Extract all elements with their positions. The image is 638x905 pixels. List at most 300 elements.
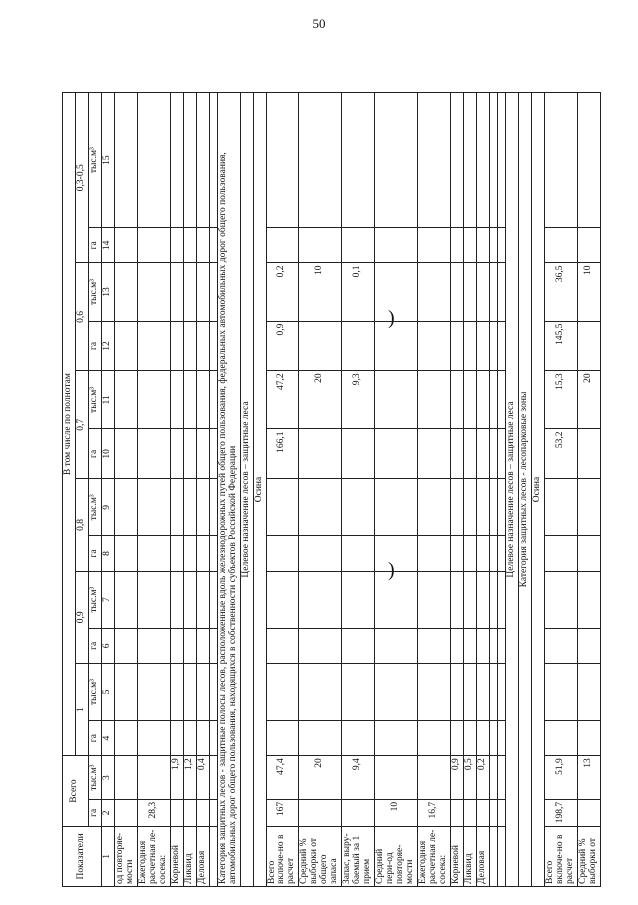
table-cell-empty <box>577 429 600 479</box>
table-row <box>418 93 451 887</box>
table-cell-empty <box>489 263 497 321</box>
header-indicator: Показатели <box>63 826 102 886</box>
table-cell-empty <box>418 721 451 756</box>
table-cell-empty <box>209 628 217 663</box>
table-cell-empty <box>342 799 375 826</box>
table-cell-empty <box>170 371 183 429</box>
table-cell-empty <box>450 663 463 720</box>
table-cell-empty <box>544 721 577 756</box>
table-cell-empty <box>183 628 196 663</box>
table-cell-empty <box>418 536 451 571</box>
table-cell-empty <box>114 628 137 663</box>
table-cell: 1,2 <box>183 756 196 800</box>
table-cell-empty <box>544 93 577 228</box>
table-cell-empty <box>170 663 183 720</box>
table-row <box>196 93 209 887</box>
row-label: Средний пери-од повторяе-мости <box>375 826 418 886</box>
table-cell-empty <box>497 536 505 571</box>
table-cell-empty <box>418 756 451 800</box>
table-cell: 51,9 <box>544 756 577 800</box>
table-cell-empty <box>577 663 600 720</box>
section-species: Осина <box>253 93 266 887</box>
table-cell-empty <box>375 228 418 263</box>
header-col-number: 2 <box>101 799 114 826</box>
header-col-number: 11 <box>101 371 114 429</box>
table-row <box>240 93 253 887</box>
table-cell-empty <box>266 571 299 628</box>
table-cell-empty <box>137 228 170 263</box>
table-cell: 0,4 <box>196 756 209 800</box>
table-cell-empty <box>375 321 418 371</box>
row-label: Всего включе-но в расчет <box>266 826 299 886</box>
row-label: Средний % выборки от <box>577 826 600 886</box>
table-cell: 47,4 <box>266 756 299 800</box>
table-cell-empty <box>418 571 451 628</box>
table-cell-empty <box>209 756 217 800</box>
table-cell: 0,2 <box>266 263 299 321</box>
section-purpose: Целевое назначение лесов – защитные леса <box>505 93 518 887</box>
table-cell-empty <box>342 628 375 663</box>
table-cell-empty <box>196 321 209 371</box>
table-cell: 1,9 <box>170 756 183 800</box>
table-cell-empty <box>450 263 463 321</box>
table-cell-empty <box>183 263 196 321</box>
table-cell-empty <box>418 371 451 429</box>
header-total: Всего <box>63 756 89 827</box>
table-cell-empty <box>489 663 497 720</box>
table-cell-empty <box>183 371 196 429</box>
table-cell-empty <box>299 536 342 571</box>
table-cell-empty <box>170 721 183 756</box>
table-cell-empty <box>375 479 418 536</box>
table-cell-empty <box>476 799 489 826</box>
table-cell-empty <box>114 321 137 371</box>
table-cell-empty <box>266 721 299 756</box>
table-cell-empty <box>209 263 217 321</box>
table-cell-empty <box>375 571 418 628</box>
table-row <box>253 93 266 887</box>
table-row <box>489 93 497 887</box>
table-cell-empty <box>375 536 418 571</box>
header-thous-m3: тыс.м³ <box>88 756 101 800</box>
table-cell-empty <box>476 321 489 371</box>
table-cell: 0,1 <box>342 263 375 321</box>
table-cell-empty <box>489 826 497 886</box>
table-cell-empty <box>463 721 476 756</box>
table-cell-empty <box>170 321 183 371</box>
table-cell: 13 <box>577 756 600 800</box>
table-cell-empty <box>137 756 170 800</box>
table-cell-empty <box>450 799 463 826</box>
table-cell-empty <box>137 93 170 228</box>
header-col-number: 13 <box>101 263 114 321</box>
table-cell-empty <box>183 429 196 479</box>
table-cell-empty <box>450 321 463 371</box>
table-cell-empty <box>342 536 375 571</box>
row-label: од повторяе-мости <box>114 826 137 886</box>
table-row <box>209 93 217 887</box>
table-cell-empty <box>209 536 217 571</box>
table-row <box>170 93 183 887</box>
table-cell: 145,5 <box>544 321 577 371</box>
table-cell-empty <box>418 479 451 536</box>
table-cell-empty <box>183 321 196 371</box>
table-cell-empty <box>577 721 600 756</box>
table-cell-empty <box>114 756 137 800</box>
table-cell-empty <box>450 536 463 571</box>
table-cell-empty <box>544 536 577 571</box>
header-col-number: 4 <box>101 721 114 756</box>
table-cell-empty <box>266 93 299 228</box>
table-cell: 20 <box>299 371 342 429</box>
table-row <box>375 93 418 887</box>
table-row <box>531 93 544 887</box>
table-cell-empty <box>450 429 463 479</box>
table-cell-empty <box>544 663 577 720</box>
table-cell-empty <box>375 721 418 756</box>
table-cell-empty <box>544 228 577 263</box>
table-cell-empty <box>170 479 183 536</box>
section-category: Категория защитных лесов - защитные полосы лесов, расположенные вдоль железнодорожных путей общего пользования, федеральных автомобильных дорог общего пользования, автомобильных дорог общего пользования, находящихся в собственности субъектов Российской Федерации <box>217 93 240 887</box>
section-purpose: Целевое назначение лесов – защитные леса <box>240 93 253 887</box>
table-row <box>544 93 577 887</box>
table-cell: 53,2 <box>544 429 577 479</box>
table-cell-empty <box>418 228 451 263</box>
table-cell: 198,7 <box>544 799 577 826</box>
row-label: Деловая <box>196 826 209 886</box>
table-cell-empty <box>463 93 476 228</box>
table-cell-empty <box>418 263 451 321</box>
table-cell-empty <box>463 479 476 536</box>
table-cell-empty <box>577 571 600 628</box>
table-cell: 0,9 <box>266 321 299 371</box>
table-row <box>266 93 299 887</box>
table-cell: 0,2 <box>476 756 489 800</box>
table-cell-empty <box>299 479 342 536</box>
table-row <box>342 93 375 887</box>
table-cell-empty <box>137 628 170 663</box>
table-cell-empty <box>418 321 451 371</box>
table-cell: 166,1 <box>266 429 299 479</box>
table-cell-empty <box>375 756 418 800</box>
table-row <box>518 93 531 887</box>
table-cell-empty <box>418 93 451 228</box>
table-cell-empty <box>577 799 600 826</box>
table-cell-empty <box>489 228 497 263</box>
table-cell-empty <box>577 628 600 663</box>
header-col-number: 3 <box>101 756 114 800</box>
table-cell-empty <box>342 429 375 479</box>
table-cell-empty <box>114 429 137 479</box>
table-cell-empty <box>544 628 577 663</box>
table-cell-empty <box>114 571 137 628</box>
table-cell-empty <box>183 799 196 826</box>
forest-table <box>62 92 601 887</box>
table-cell-empty <box>489 93 497 228</box>
table-cell: 20 <box>577 371 600 429</box>
table-cell-empty <box>497 479 505 536</box>
table-cell-empty <box>299 321 342 371</box>
table-cell-empty <box>114 371 137 429</box>
table-cell-empty <box>489 479 497 536</box>
header-thous-m3: тыс.м³ <box>88 663 101 720</box>
table-cell-empty <box>463 228 476 263</box>
table-cell-empty <box>196 721 209 756</box>
table-cell-empty <box>196 799 209 826</box>
table-cell-empty <box>114 536 137 571</box>
table-cell-empty <box>497 228 505 263</box>
table-cell-empty <box>375 429 418 479</box>
table-cell-empty <box>375 371 418 429</box>
table-row <box>577 93 600 887</box>
table-cell-empty <box>342 321 375 371</box>
table-cell-empty <box>450 371 463 429</box>
table-cell-empty <box>375 663 418 720</box>
table-cell-empty <box>497 826 505 886</box>
table-cell: 28,3 <box>137 799 170 826</box>
scan-mark-top: ) <box>388 307 395 329</box>
header-col-number: 14 <box>101 228 114 263</box>
table-cell-empty <box>489 321 497 371</box>
table-cell-empty <box>450 571 463 628</box>
table-cell-empty <box>209 663 217 720</box>
table-cell-empty <box>114 228 137 263</box>
table-cell-empty <box>196 479 209 536</box>
table-cell-empty <box>375 628 418 663</box>
section-species: Осина <box>531 93 544 887</box>
table-cell-empty <box>342 479 375 536</box>
table-row <box>463 93 476 887</box>
table-cell-empty <box>476 263 489 321</box>
table-cell-empty <box>183 536 196 571</box>
table-cell-empty <box>137 429 170 479</box>
table-cell-empty <box>209 93 217 228</box>
header-col-number: 9 <box>101 479 114 536</box>
header-ha: га <box>88 628 101 663</box>
table-cell-empty <box>196 628 209 663</box>
table-cell-empty <box>375 263 418 321</box>
table-cell-empty <box>450 93 463 228</box>
table-cell-empty <box>450 721 463 756</box>
table-row <box>217 93 240 887</box>
table-cell-empty <box>170 799 183 826</box>
table-cell-empty <box>497 628 505 663</box>
table-cell-empty <box>450 628 463 663</box>
table-cell: 0,5 <box>463 756 476 800</box>
table-cell-empty <box>476 93 489 228</box>
row-label: Всего включе-но в расчет <box>544 826 577 886</box>
header-ha: га <box>88 721 101 756</box>
table-cell-empty <box>170 228 183 263</box>
table-row <box>299 93 342 887</box>
row-label: Средний % выборки от общего запаса <box>299 826 342 886</box>
table-cell-empty <box>209 321 217 371</box>
table-cell-empty <box>577 479 600 536</box>
table-cell-empty <box>544 479 577 536</box>
table-cell-empty <box>476 479 489 536</box>
table-cell-empty <box>577 228 600 263</box>
table-cell: 0,9 <box>450 756 463 800</box>
table-cell-empty <box>418 429 451 479</box>
header-density: 0,8 <box>75 479 88 571</box>
table-cell-empty <box>209 826 217 886</box>
row-label: Ликвид <box>183 826 196 886</box>
table-cell-empty <box>299 628 342 663</box>
table-cell-empty <box>497 721 505 756</box>
table-cell-empty <box>266 536 299 571</box>
header-col-number: 12 <box>101 321 114 371</box>
table-row <box>183 93 196 887</box>
table-cell-empty <box>196 571 209 628</box>
table-cell-empty <box>463 536 476 571</box>
header-ha: га <box>88 228 101 263</box>
table-cell-empty <box>489 571 497 628</box>
table-cell-empty <box>497 756 505 800</box>
header-col-number: 7 <box>101 571 114 628</box>
table-cell-empty <box>497 663 505 720</box>
table-cell-empty <box>577 93 600 228</box>
table-cell-empty <box>463 663 476 720</box>
header-density: 0,7 <box>75 371 88 479</box>
table-cell-empty <box>299 429 342 479</box>
header-col-number: 6 <box>101 628 114 663</box>
table-cell-empty <box>342 93 375 228</box>
table-cell-empty <box>476 571 489 628</box>
table-cell: 9,3 <box>342 371 375 429</box>
table-cell-empty <box>196 429 209 479</box>
table-cell-empty <box>114 721 137 756</box>
table-cell-empty <box>463 628 476 663</box>
table-cell-empty <box>114 263 137 321</box>
table-cell-empty <box>196 663 209 720</box>
header-ha: га <box>88 799 101 826</box>
row-label: Ежегодная расчетная ле-сосека: <box>137 826 170 886</box>
table-cell-empty <box>489 628 497 663</box>
header-by-density: В том числе по полнотам <box>63 93 76 756</box>
header-density: 0,9 <box>75 571 88 663</box>
table-cell-empty <box>476 663 489 720</box>
table-row <box>505 93 518 887</box>
table-cell-empty <box>183 228 196 263</box>
table-cell-empty <box>299 721 342 756</box>
table-cell: 36,5 <box>544 263 577 321</box>
table-cell: 20 <box>299 756 342 800</box>
table-cell-empty <box>476 536 489 571</box>
table-cell-empty <box>463 571 476 628</box>
row-label: Корневой <box>170 826 183 886</box>
table-cell-empty <box>196 263 209 321</box>
table-cell-empty <box>114 479 137 536</box>
table-cell-empty <box>209 429 217 479</box>
table-cell-empty <box>137 536 170 571</box>
scan-mark-bottom: ) <box>388 559 395 581</box>
table-cell-empty <box>418 628 451 663</box>
table-cell-empty <box>170 628 183 663</box>
table-cell: 167 <box>266 799 299 826</box>
table-cell-empty <box>577 321 600 371</box>
header-density: 1 <box>75 663 88 755</box>
table-cell: 10 <box>577 263 600 321</box>
table-cell-empty <box>418 663 451 720</box>
table-cell-empty <box>209 799 217 826</box>
table-cell-empty <box>170 263 183 321</box>
table-cell-empty <box>342 228 375 263</box>
table-cell-empty <box>137 263 170 321</box>
page-number: 50 <box>312 16 326 31</box>
table-row <box>476 93 489 887</box>
table-cell-empty <box>497 263 505 321</box>
table-cell-empty <box>137 663 170 720</box>
table-row <box>114 93 137 887</box>
table-cell-empty <box>137 371 170 429</box>
header-thous-m3: тыс.м³ <box>88 371 101 429</box>
table-cell-empty <box>209 228 217 263</box>
table-cell-empty <box>266 628 299 663</box>
table-cell-empty <box>209 479 217 536</box>
table-cell-empty <box>209 371 217 429</box>
table-cell-empty <box>299 228 342 263</box>
table-cell-empty <box>299 799 342 826</box>
table-cell-empty <box>114 93 137 228</box>
table-cell-empty <box>476 721 489 756</box>
table-row <box>497 93 505 887</box>
header-col-number: 1 <box>101 826 114 886</box>
table-cell-empty <box>463 429 476 479</box>
table-cell-empty <box>137 721 170 756</box>
table-cell-empty <box>266 479 299 536</box>
table-cell-empty <box>463 799 476 826</box>
table-cell-empty <box>196 371 209 429</box>
table-cell-empty <box>183 571 196 628</box>
header-ha: га <box>88 429 101 479</box>
table-cell-empty <box>114 799 137 826</box>
table-cell-empty <box>577 536 600 571</box>
table-cell-empty <box>497 93 505 228</box>
header-thous-m3: тыс.м³ <box>88 479 101 536</box>
table-cell-empty <box>196 228 209 263</box>
table-cell-empty <box>497 799 505 826</box>
table-cell-empty <box>170 429 183 479</box>
table-cell-empty <box>489 536 497 571</box>
row-label: Ликвид <box>463 826 476 886</box>
table-cell-empty <box>375 93 418 228</box>
row-label: Корневой <box>450 826 463 886</box>
table-cell-empty <box>463 263 476 321</box>
header-col-number: 15 <box>101 93 114 228</box>
table-cell-empty <box>463 321 476 371</box>
table-cell-empty <box>183 721 196 756</box>
row-label: Запас, выру-баемый за 1 прием <box>342 826 375 886</box>
table-cell-empty <box>183 93 196 228</box>
table-cell: 9,4 <box>342 756 375 800</box>
table-cell-empty <box>544 571 577 628</box>
row-label: Ежегодная расчетная ле-сосека: <box>418 826 451 886</box>
table-cell-empty <box>342 571 375 628</box>
table-row <box>137 93 170 887</box>
table-cell: 16,7 <box>418 799 451 826</box>
table-cell-empty <box>342 663 375 720</box>
table-cell-empty <box>209 721 217 756</box>
header-col-number: 10 <box>101 429 114 479</box>
table-cell-empty <box>299 93 342 228</box>
table-cell-empty <box>476 228 489 263</box>
table-cell: 10 <box>299 263 342 321</box>
header-thous-m3: тыс.м³ <box>88 93 101 228</box>
table-cell-empty <box>170 536 183 571</box>
table-cell-empty <box>476 429 489 479</box>
table-cell: 47,2 <box>266 371 299 429</box>
table-cell-empty <box>489 429 497 479</box>
